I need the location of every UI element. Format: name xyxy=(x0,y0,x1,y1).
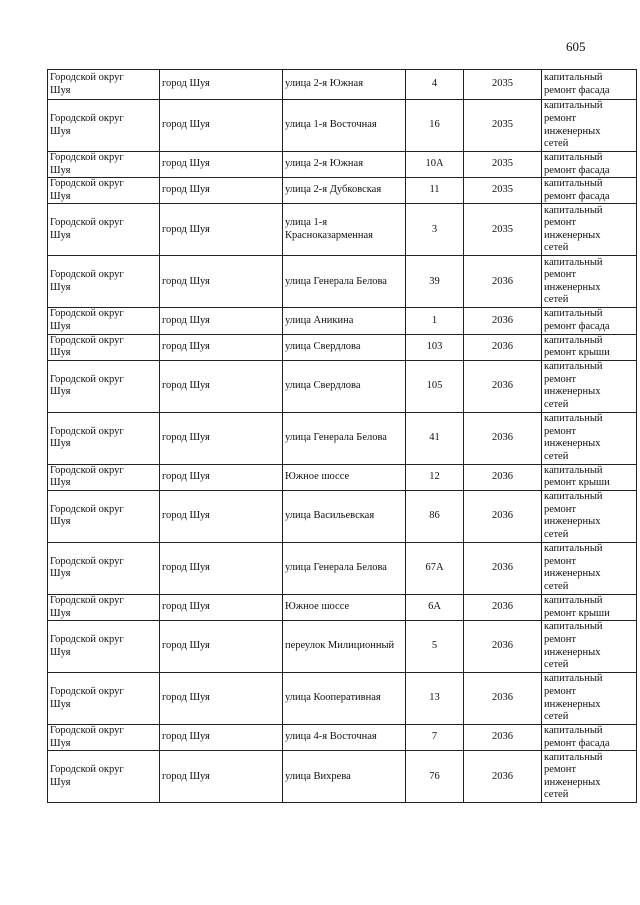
municipality-line: Шуя xyxy=(50,776,71,788)
work-type-line: ремонт xyxy=(544,503,577,515)
work-type-line: капитальный xyxy=(544,464,603,476)
municipality-cell xyxy=(48,100,160,152)
city-cell: город Шуя xyxy=(160,751,283,803)
work-type-line: инженерных xyxy=(544,516,601,528)
city-cell: город Шуя xyxy=(160,152,283,178)
work-type-line: капитальный xyxy=(544,178,603,190)
city-cell: город Шуя xyxy=(160,100,283,152)
municipality-cell xyxy=(48,360,160,412)
city-cell: город Шуя xyxy=(160,464,283,490)
municipality-line: Шуя xyxy=(50,281,71,293)
municipality-line: Шуя xyxy=(50,125,71,137)
work-type-line: сетей xyxy=(544,138,569,150)
work-type-line: капитальный xyxy=(544,361,603,373)
city-cell: город Шуя xyxy=(160,70,283,100)
work-type-line: инженерных xyxy=(544,568,601,580)
work-type-line: капитальный xyxy=(544,673,603,685)
work-type-line: ремонт xyxy=(544,555,577,567)
municipality-line: Шуя xyxy=(50,320,71,332)
work-type-line: капитальный xyxy=(544,256,603,268)
year-cell: 2035 xyxy=(464,100,542,152)
year-cell: 2036 xyxy=(464,360,542,412)
city-cell: город Шуя xyxy=(160,673,283,725)
municipality-cell xyxy=(48,725,160,751)
work-type-line: капитальный xyxy=(544,334,603,346)
house-number-cell: 6А xyxy=(406,594,464,620)
table-body xyxy=(48,70,637,803)
city-cell: город Шуя xyxy=(160,360,283,412)
page-number: 605 xyxy=(566,39,586,54)
work-type-line: инженерных xyxy=(544,125,601,137)
work-type-line: капитальный xyxy=(544,413,603,425)
house-number-cell: 39 xyxy=(406,256,464,308)
work-type-line: инженерных xyxy=(544,776,601,788)
work-type-line: сетей xyxy=(544,529,569,541)
table-row xyxy=(48,204,637,256)
street-cell: улица 1-я Восточная xyxy=(283,100,406,152)
year-cell: 2036 xyxy=(464,412,542,464)
work-type-line: сетей xyxy=(544,659,569,671)
work-type-cell xyxy=(542,152,637,178)
street-cell: Южное шоссе xyxy=(283,464,406,490)
work-type-cell xyxy=(542,70,637,100)
work-type-line: ремонт xyxy=(544,217,577,229)
municipality-line: Городской округ xyxy=(50,71,124,83)
table-row xyxy=(48,152,637,178)
municipality-line: Городской округ xyxy=(50,373,124,385)
year-cell: 2036 xyxy=(464,308,542,334)
house-number-cell: 7 xyxy=(406,725,464,751)
work-type-cell xyxy=(542,308,637,334)
municipality-line: Городской округ xyxy=(50,686,124,698)
house-number-cell: 16 xyxy=(406,100,464,152)
street-cell: улица Васильевская xyxy=(283,490,406,542)
street-cell: улица 1-я Красноказарменная xyxy=(283,204,406,256)
work-type-cell xyxy=(542,256,637,308)
city-cell: город Шуя xyxy=(160,621,283,673)
work-type-line: ремонт фасада xyxy=(544,84,610,96)
house-number-cell: 67А xyxy=(406,542,464,594)
work-type-line: ремонт фасада xyxy=(544,737,610,749)
table-row xyxy=(48,621,637,673)
work-type-line: инженерных xyxy=(544,438,601,450)
municipality-line: Городской округ xyxy=(50,425,124,437)
work-type-line: капитальный xyxy=(544,725,603,737)
work-type-line: капитальный xyxy=(544,594,603,606)
municipality-line: Городской округ xyxy=(50,503,124,515)
work-type-line: капитальный xyxy=(544,152,603,163)
table-row xyxy=(48,178,637,204)
city-cell: город Шуя xyxy=(160,178,283,204)
municipality-line: Городской округ xyxy=(50,594,124,606)
street-cell: улица Кооперативная xyxy=(283,673,406,725)
work-type-line: капитальный xyxy=(544,71,603,83)
municipality-cell xyxy=(48,256,160,308)
city-cell: город Шуя xyxy=(160,594,283,620)
work-type-cell xyxy=(542,490,637,542)
street-cell: улица 2-я Южная xyxy=(283,70,406,100)
work-type-line: ремонт xyxy=(544,686,577,698)
municipality-line: Городской округ xyxy=(50,178,124,190)
municipality-line: Шуя xyxy=(50,698,71,710)
table-row xyxy=(48,725,637,751)
repair-schedule-table xyxy=(47,69,637,803)
municipality-line: Городской округ xyxy=(50,464,124,476)
house-number-cell: 5 xyxy=(406,621,464,673)
year-cell: 2036 xyxy=(464,751,542,803)
municipality-line: Шуя xyxy=(50,646,71,658)
municipality-line: Городской округ xyxy=(50,334,124,346)
table-row xyxy=(48,70,637,100)
work-type-line: капитальный xyxy=(544,621,603,633)
municipality-cell xyxy=(48,464,160,490)
work-type-line: инженерных xyxy=(544,229,601,241)
table-row xyxy=(48,412,637,464)
year-cell: 2036 xyxy=(464,621,542,673)
work-type-line: капитальный xyxy=(544,204,603,216)
work-type-line: ремонт фасада xyxy=(544,320,610,332)
house-number-cell: 3 xyxy=(406,204,464,256)
municipality-line: Городской округ xyxy=(50,555,124,567)
work-type-line: инженерных xyxy=(544,646,601,658)
street-cell: улица 2-я Южная xyxy=(283,152,406,178)
work-type-line: ремонт крыши xyxy=(544,347,610,359)
year-cell: 2036 xyxy=(464,464,542,490)
work-type-line: ремонт крыши xyxy=(544,477,610,489)
city-cell: город Шуя xyxy=(160,256,283,308)
work-type-line: ремонт фасада xyxy=(544,190,610,202)
municipality-line: Городской округ xyxy=(50,725,124,737)
municipality-cell xyxy=(48,490,160,542)
municipality-line: Шуя xyxy=(50,347,71,359)
table-row xyxy=(48,360,637,412)
table-row xyxy=(48,464,637,490)
street-cell: улица Вихрева xyxy=(283,751,406,803)
work-type-line: сетей xyxy=(544,294,569,306)
municipality-line: Шуя xyxy=(50,84,71,96)
work-type-line: ремонт xyxy=(544,634,577,646)
municipality-line: Шуя xyxy=(50,607,71,619)
work-type-line: ремонт xyxy=(544,373,577,385)
street-cell: улица Свердлова xyxy=(283,334,406,360)
street-cell: переулок Милиционный xyxy=(283,621,406,673)
year-cell: 2036 xyxy=(464,542,542,594)
municipality-cell xyxy=(48,334,160,360)
municipality-line: Городской округ xyxy=(50,269,124,281)
work-type-line: ремонт xyxy=(544,425,577,437)
city-cell: город Шуя xyxy=(160,308,283,334)
house-number-cell: 76 xyxy=(406,751,464,803)
street-cell: улица 4-я Восточная xyxy=(283,725,406,751)
work-type-line: инженерных xyxy=(544,386,601,398)
municipality-cell xyxy=(48,178,160,204)
year-cell: 2036 xyxy=(464,594,542,620)
municipality-line: Городской округ xyxy=(50,764,124,776)
year-cell: 2036 xyxy=(464,725,542,751)
municipality-cell xyxy=(48,751,160,803)
work-type-cell xyxy=(542,594,637,620)
work-type-line: капитальный xyxy=(544,543,603,555)
work-type-cell xyxy=(542,673,637,725)
year-cell: 2036 xyxy=(464,256,542,308)
municipality-line: Городской округ xyxy=(50,217,124,229)
municipality-line: Городской округ xyxy=(50,308,124,320)
municipality-cell xyxy=(48,152,160,178)
house-number-cell: 11 xyxy=(406,178,464,204)
year-cell: 2035 xyxy=(464,178,542,204)
municipality-line: Шуя xyxy=(50,516,71,528)
work-type-cell xyxy=(542,725,637,751)
municipality-line: Шуя xyxy=(50,164,71,176)
year-cell: 2036 xyxy=(464,334,542,360)
work-type-cell xyxy=(542,100,637,152)
year-cell: 2036 xyxy=(464,673,542,725)
city-cell: город Шуя xyxy=(160,334,283,360)
municipality-cell xyxy=(48,621,160,673)
street-cell: Южное шоссе xyxy=(283,594,406,620)
work-type-line: сетей xyxy=(544,581,569,593)
street-cell: улица Генерала Белова xyxy=(283,542,406,594)
municipality-line: Городской округ xyxy=(50,634,124,646)
city-cell: город Шуя xyxy=(160,490,283,542)
house-number-cell: 1 xyxy=(406,308,464,334)
work-type-line: ремонт крыши xyxy=(544,607,610,619)
work-type-line: сетей xyxy=(544,450,569,462)
house-number-cell: 4 xyxy=(406,70,464,100)
table-row xyxy=(48,100,637,152)
house-number-cell: 86 xyxy=(406,490,464,542)
municipality-line: Шуя xyxy=(50,386,71,398)
work-type-line: ремонт xyxy=(544,269,577,281)
work-type-cell xyxy=(542,334,637,360)
street-cell: улица Генерала Белова xyxy=(283,256,406,308)
city-cell: город Шуя xyxy=(160,542,283,594)
table-row xyxy=(48,673,637,725)
work-type-line: капитальный xyxy=(544,100,603,112)
city-cell: город Шуя xyxy=(160,725,283,751)
table-row xyxy=(48,334,637,360)
house-number-cell: 105 xyxy=(406,360,464,412)
house-number-cell: 13 xyxy=(406,673,464,725)
municipality-line: Шуя xyxy=(50,737,71,749)
work-type-line: сетей xyxy=(544,711,569,723)
municipality-cell xyxy=(48,204,160,256)
municipality-line: Шуя xyxy=(50,190,71,202)
work-type-cell xyxy=(542,542,637,594)
street-cell: улица Генерала Белова xyxy=(283,412,406,464)
work-type-line: сетей xyxy=(544,398,569,410)
year-cell: 2036 xyxy=(464,490,542,542)
municipality-line: Шуя xyxy=(50,477,71,489)
work-type-line: инженерных xyxy=(544,698,601,710)
municipality-line: Шуя xyxy=(50,568,71,580)
work-type-cell xyxy=(542,751,637,803)
work-type-line: сетей xyxy=(544,242,569,254)
municipality-cell xyxy=(48,542,160,594)
table-row xyxy=(48,490,637,542)
municipality-cell xyxy=(48,594,160,620)
work-type-cell xyxy=(542,464,637,490)
work-type-line: ремонт xyxy=(544,112,577,124)
municipality-cell xyxy=(48,673,160,725)
table-row xyxy=(48,256,637,308)
year-cell: 2035 xyxy=(464,152,542,178)
house-number-cell: 103 xyxy=(406,334,464,360)
work-type-cell xyxy=(542,412,637,464)
street-cell: улица Свердлова xyxy=(283,360,406,412)
work-type-line: капитальный xyxy=(544,491,603,503)
year-cell: 2035 xyxy=(464,204,542,256)
municipality-line: Городской округ xyxy=(50,152,124,163)
work-type-cell xyxy=(542,178,637,204)
municipality-cell xyxy=(48,70,160,100)
table-row xyxy=(48,542,637,594)
work-type-cell xyxy=(542,360,637,412)
municipality-line: Шуя xyxy=(50,229,71,241)
house-number-cell: 41 xyxy=(406,412,464,464)
street-cell: улица 2-я Дубковская xyxy=(283,178,406,204)
table-row xyxy=(48,594,637,620)
municipality-line: Шуя xyxy=(50,438,71,450)
house-number-cell: 10А xyxy=(406,152,464,178)
work-type-line: ремонт xyxy=(544,764,577,776)
municipality-line: Городской округ xyxy=(50,112,124,124)
city-cell: город Шуя xyxy=(160,412,283,464)
work-type-line: капитальный xyxy=(544,751,603,763)
city-cell: город Шуя xyxy=(160,204,283,256)
year-cell: 2035 xyxy=(464,70,542,100)
house-number-cell: 12 xyxy=(406,464,464,490)
work-type-line: сетей xyxy=(544,789,569,801)
work-type-line: ремонт фасада xyxy=(544,164,610,176)
work-type-cell xyxy=(542,621,637,673)
street-cell: улица Аникина xyxy=(283,308,406,334)
work-type-line: инженерных xyxy=(544,281,601,293)
table-row xyxy=(48,751,637,803)
municipality-cell xyxy=(48,308,160,334)
table-row xyxy=(48,308,637,334)
municipality-cell xyxy=(48,412,160,464)
work-type-line: капитальный xyxy=(544,308,603,320)
work-type-cell xyxy=(542,204,637,256)
